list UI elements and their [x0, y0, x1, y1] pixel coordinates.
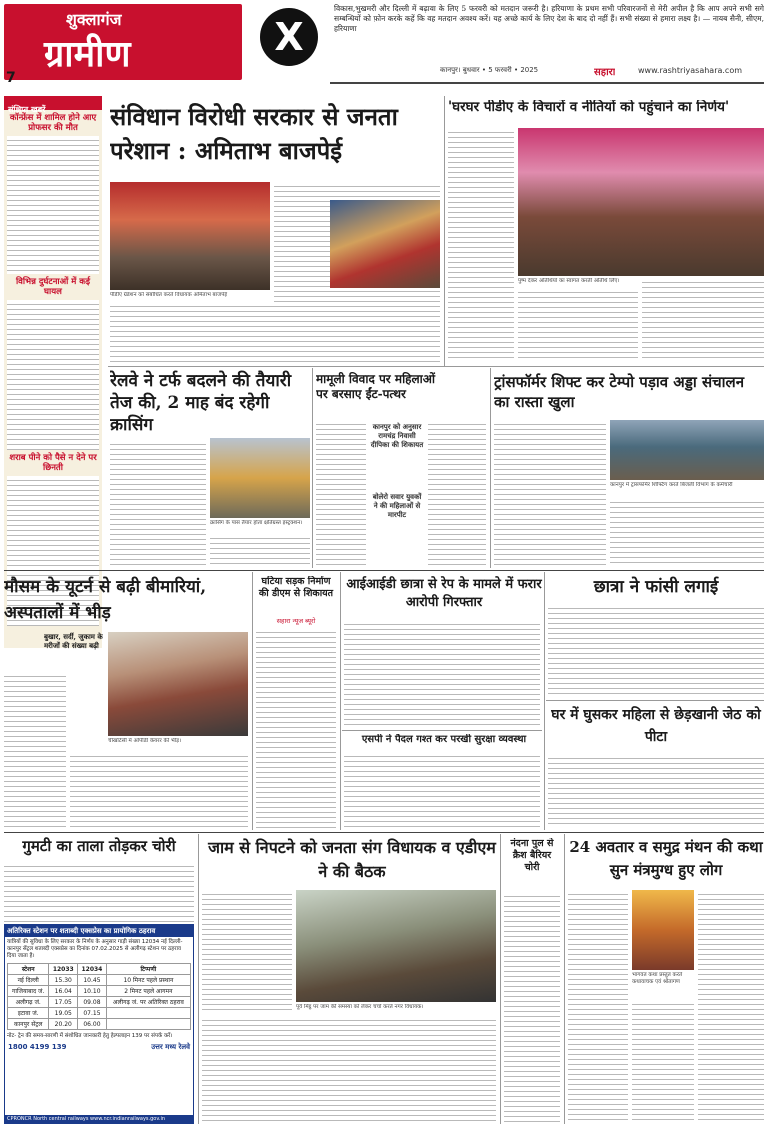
story-13-headline: जाम से निपटने को जनता संग विधायक व एडीएम ने की बैठक [208, 838, 496, 881]
sidebar-item-body [7, 136, 99, 274]
story-2-photo [518, 128, 764, 276]
story-3-caption: क्रासिंग के पास तैयार होता क्षतिग्रस्त इंस्ट्रक्शन। [210, 520, 303, 526]
timetable-row [8, 986, 191, 997]
timetable-cell: अलीगढ़ जं. [8, 997, 49, 1008]
timetable-header: 12034 [78, 964, 107, 975]
timetable-cell: कानपुर सेंट्रल [8, 1019, 49, 1030]
sidebar-item-title: कॉन्फ्रेंस में शामिल होने आए प्रोफसर की मौत [9, 113, 97, 133]
story-5-caption: कानपुर में ट्रांसफॉर्मर शिफ्टिंग करते बिजली विभाग के कर्मचारी [610, 482, 733, 488]
website-url[interactable]: www.rashtriyasahara.com [638, 66, 743, 75]
timetable-cell: इटावा जं. [8, 1008, 49, 1019]
timetable-header: 12033 [49, 964, 78, 975]
ad-body: यात्रियों की सुविधा के लिए सरकार के निर्णय के अनुसार गाड़ी संख्या 12034 नई दिल्ली-कानपुर सेंट्रल शताब्दी एक्सप्रेस का दिनांक 07.02.2025 से अलीगढ़ स्टेशन पर ठहराव दिया जाता है। [7, 939, 183, 959]
story-13-body [202, 890, 292, 1010]
story-2-body [448, 128, 514, 362]
timetable-cell: गाजियाबाद जं. [8, 986, 49, 997]
story-2-headline: 'घरघर पीडीए के विचारों व नीतियों को पहुंचाने का निर्णय' [448, 100, 730, 115]
story-2-body-2 [518, 288, 638, 362]
story-15-headline: 24 अवतार व समुद्र मंथन की कथा सुन मंत्रमुग्ध हुए लोग [569, 838, 763, 879]
story-13-caption: पूर्व मिट्ठ पर जाम की समस्या को लेकर चर्चा करते नगर विधायक। [296, 1004, 424, 1010]
story-11-body [344, 752, 540, 828]
story-13-photo [296, 890, 496, 1002]
story-8-headline: आईआईडी छात्रा से रेप के मामले में फरार आरोपी गिरफ्तार [346, 577, 542, 610]
story-4-subhead-2: बोलेरो सवार युवकों ने की महिलाओं से मारपीट [372, 492, 422, 519]
brief-news-sidebar [4, 96, 102, 648]
story-15-body-3 [632, 1000, 694, 1124]
story-15-body-2 [698, 890, 764, 1124]
dateline: कानपुर। बुधवार • 5 फरवरी • 2025 [440, 66, 539, 74]
ad-railway-name: उत्तर मध्य रेलवे [151, 1042, 190, 1051]
timetable-row [8, 1019, 191, 1030]
ad-helpline: 1800 4199 139 [8, 1043, 67, 1051]
story-12-headline: गुमटी का ताला तोड़कर चोरी [22, 837, 176, 855]
story-3-photo [210, 438, 310, 518]
story-6-body [4, 672, 66, 828]
story-11-headline: एसपी ने पैदल गश्त कर परखी सुरक्षा व्यवस्था [361, 734, 527, 745]
story-5-headline: ट्रांसफॉर्मर शिफ्ट कर टेम्पो पड़ाव अड्डा संचालन का रास्ता खुला [494, 373, 745, 411]
timetable-cell [106, 1019, 190, 1030]
timetable-cell: अलीगढ़ जं. पर अतिरिक्त ठहराव [106, 997, 190, 1008]
timetable-cell: 10.10 [78, 986, 107, 997]
x-logo-icon: X [274, 15, 304, 59]
sidebar-item-title: विभिन्न दुर्घटनाओं में कई घायल [15, 277, 91, 297]
brand-title: ग्रामीण [44, 33, 131, 75]
railway-advertisement [4, 924, 194, 1124]
ad-title: अतिरिक्त स्टेशन पर शताब्दी एक्सप्रेस का प्रायोगिक ठहराव [5, 925, 193, 937]
timetable-cell: 07.15 [78, 1008, 107, 1019]
top-notice: विकास,भुखमरी और दिल्ली में बढ़ावा के लिए 5 फरवरी को मतदान जरूरी है। हरियाणा के प्रथम सभी परिवारजनों से मेरी अपील है कि आप अपने सभी सगे सम्बन्धियों को फ़ोन करके कहें कि वह मतदान अवश्य करें। यह अच्छे कार्य के लिए देश के बाद दो नहीं हैं। सभी संख्या से हमारा लक्ष्य है। — नायब सैनी, सीएम, हरियाणा [334, 4, 764, 33]
timetable-cell [106, 1008, 190, 1019]
story-4-body [316, 420, 366, 566]
story-1-body-2 [110, 302, 440, 362]
story-1-photo [110, 182, 270, 290]
story-10-headline: घर में घुसकर महिला से छेड़खानी जेठ को पीटा [551, 707, 761, 745]
story-6-subhead: बुखार, सर्दी, जुकाम के मरीजों की संख्या बढ़ी [44, 632, 103, 650]
timetable-cell: 16.04 [49, 986, 78, 997]
story-5-body-2 [610, 498, 764, 566]
story-10-body [548, 754, 764, 828]
page-number: 7 [6, 70, 16, 86]
sahara-logo: सहारा [594, 67, 616, 78]
story-4-headline: मामूली विवाद पर महिलाओं पर बरसाए ईंट-पत्थर [316, 372, 436, 401]
story-12-body [4, 862, 194, 922]
story-14-body [504, 892, 560, 1124]
story-7-headline: घटिया सड़क निर्माण की डीएम से शिकायत [258, 576, 334, 599]
timetable-cell: नई दिल्ली [8, 975, 49, 986]
sidebar-header [4, 96, 102, 114]
timetable-cell: 06.00 [78, 1019, 107, 1030]
story-7-body [256, 628, 336, 828]
story-9-body [548, 604, 764, 696]
sidebar-header-label: संक्षिप्त खबरें [8, 105, 46, 114]
story-14-headline: नंदना पुल से क्रैश बैरियर चोरी [510, 838, 554, 873]
story-2-caption: पुष्प देकर अतिथियों का स्वागत करती अतिथि लिए। [518, 278, 620, 284]
ad-footer-note: नोट- ट्रेन की समय-सारणी में संशोधित जानकारी हेतु हेल्पलाइन 139 पर संपर्क करें। [7, 1033, 173, 1039]
story-13-body-2 [202, 1016, 496, 1124]
story-6-photo [108, 632, 248, 736]
story-5-photo [610, 420, 764, 480]
timetable-cell: 19.05 [49, 1008, 78, 1019]
story-9-headline: छात्रा ने फांसी लगाई [593, 577, 719, 597]
sidebar-item-title: शराब पीने को पैसे न देने पर छिनती [9, 453, 97, 473]
story-1-photo-2 [330, 200, 440, 288]
ad-bottom-bar: CPRONCR North central railways www.ncr.indianrailways.gov.in [5, 1115, 193, 1123]
timetable-cell: 09.08 [78, 997, 107, 1008]
story-15-body [568, 890, 628, 1124]
story-4-subhead-1: कानपुर को अनुसार रामचंद्र निवासी दीपिका की शिकायत [370, 422, 424, 449]
story-1-caption: पीडीए ग्रेडेशन को संबोधित करते विधायक अमिताभ बाजपेई [110, 292, 228, 298]
story-5-body [494, 420, 606, 566]
timetable-cell: 10.45 [78, 975, 107, 986]
story-1-headline: संविधान विरोधी सरकार से जनता परेशान : अमिताभ बाजपेई [110, 102, 398, 165]
sidebar-item-body [7, 300, 99, 450]
timetable-row [8, 997, 191, 1008]
brand-small: शुक्लागंज [66, 10, 122, 29]
story-3-body [110, 440, 206, 566]
timetable-cell: 20.20 [49, 1019, 78, 1030]
timetable-cell: 15.30 [49, 975, 78, 986]
story-6-body-2 [70, 752, 248, 828]
story-8-body [344, 620, 540, 728]
masthead-logo [4, 4, 242, 80]
timetable-header: टिप्पणी [106, 964, 190, 975]
ad-timetable [7, 963, 191, 1030]
story-3-headline: रेलवे ने टर्फ बदलने की तैयारी तेज की, 2 माह बंद रहेगी क्रासिंग [110, 371, 292, 435]
story-4-body-2 [428, 420, 486, 566]
timetable-header: स्टेशन [8, 964, 49, 975]
story-6-headline: मौसम के यूटर्न से बढ़ी बीमारियां, अस्पतालों में भीड़ [4, 577, 207, 623]
story-7-byline: सहारा न्यूज ब्यूरो [276, 617, 316, 625]
story-3-body-2 [210, 534, 310, 566]
story-15-photo [632, 890, 694, 970]
story-6-caption: चीखटिसी में ओपीडी केयरर की भीड़। [108, 738, 182, 744]
story-15-caption: भागवत कथा प्रस्तुत करते कथावाचक एवं श्रोतागण [632, 972, 683, 985]
timetable-cell: 17.05 [49, 997, 78, 1008]
timetable-cell: 10 मिनट पहले प्रस्थान [106, 975, 190, 986]
story-2-body-3 [642, 278, 764, 362]
timetable-row [8, 1008, 191, 1019]
timetable-cell: 2 मिनट पहले आगमन [106, 986, 190, 997]
timetable-row [8, 975, 191, 986]
x-logo-badge [260, 8, 318, 66]
